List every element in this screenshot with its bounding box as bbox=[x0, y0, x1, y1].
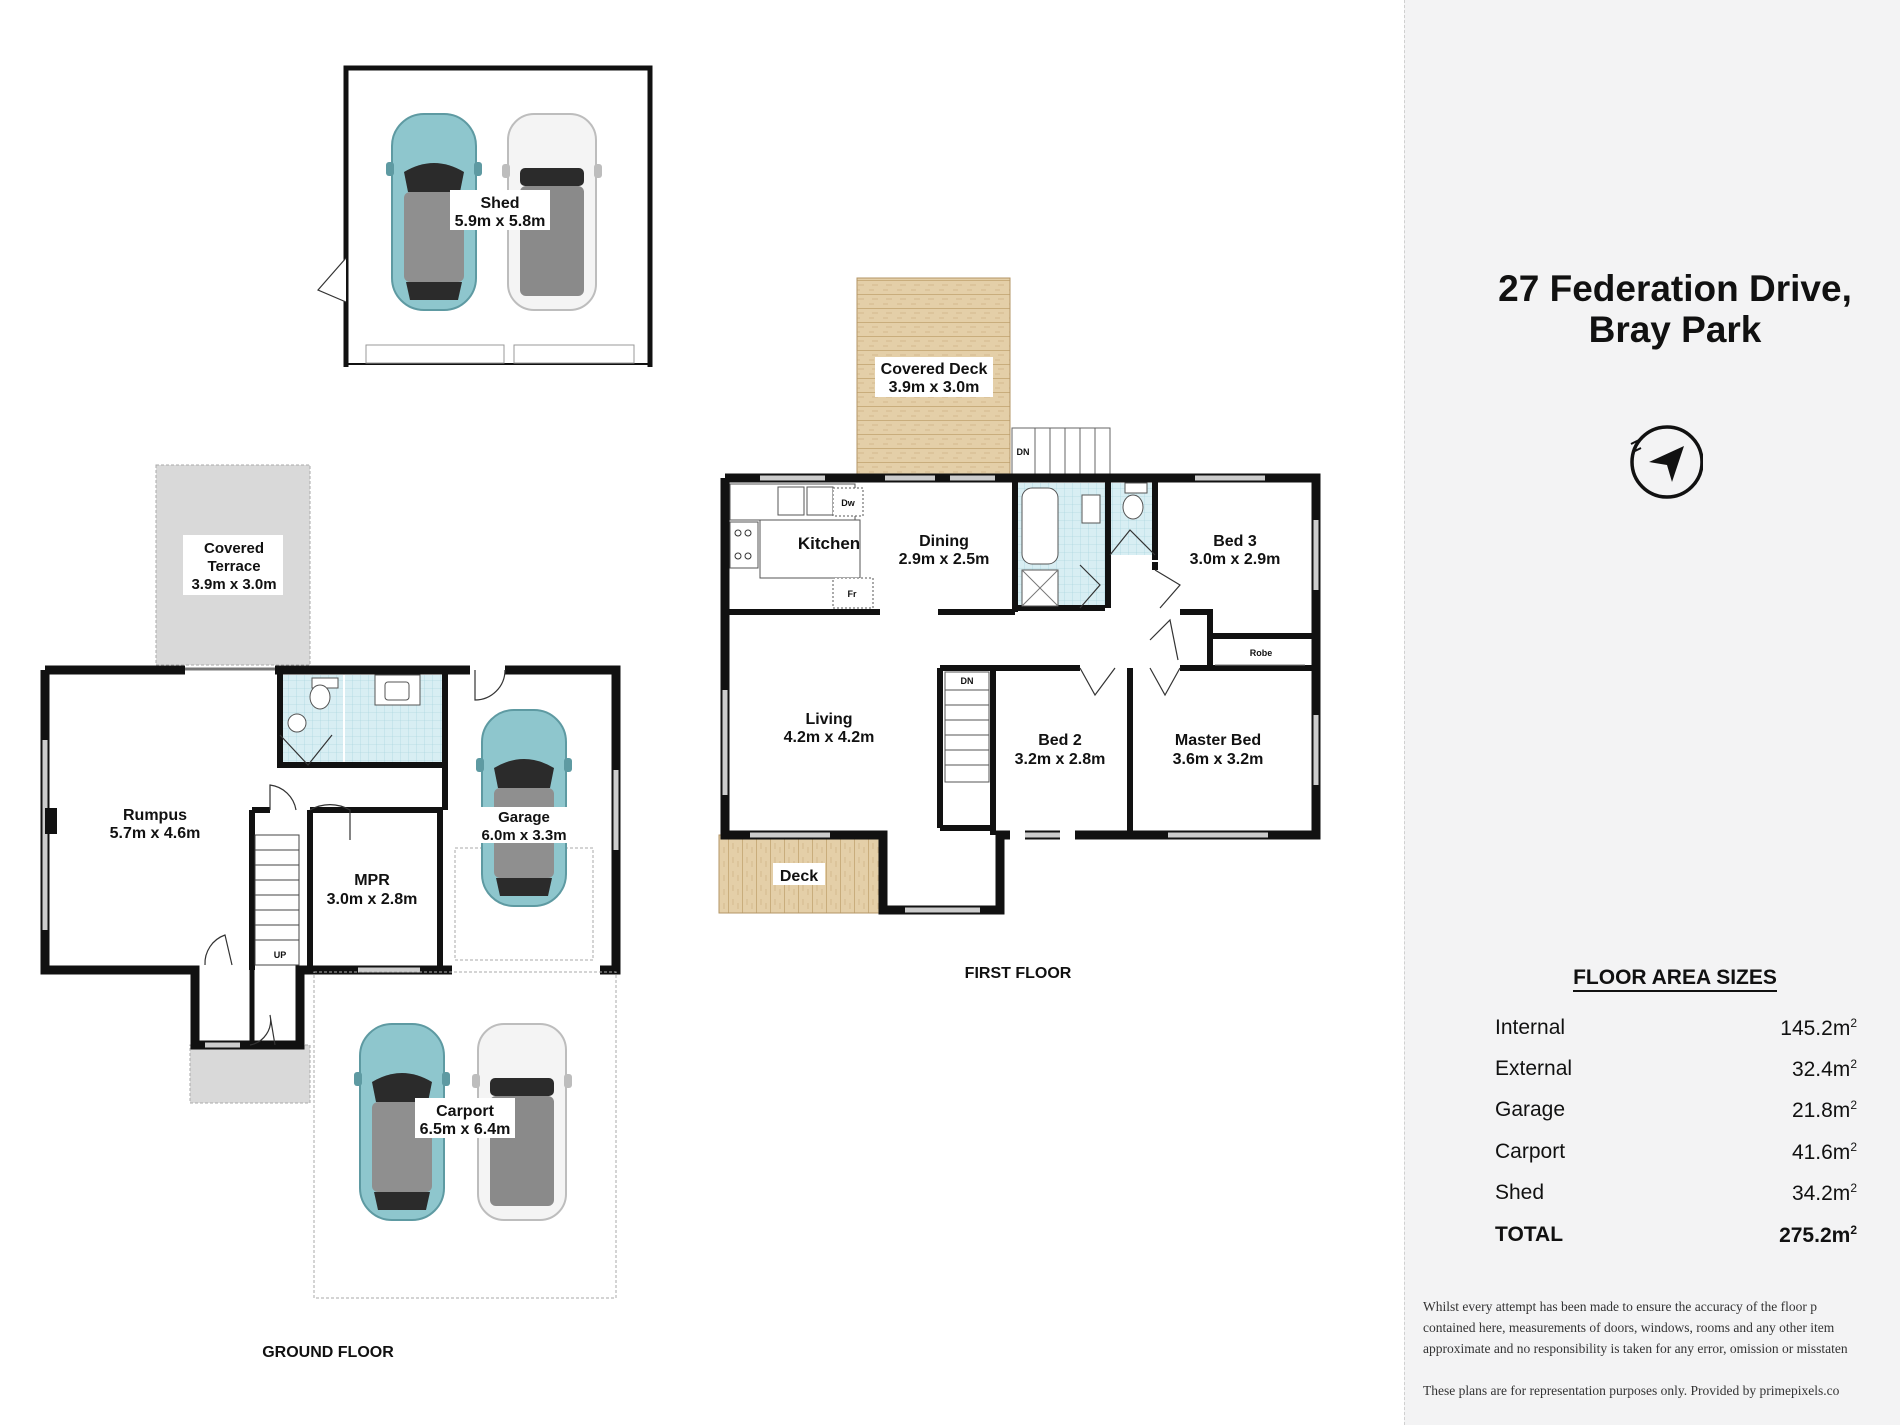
address-line-1: 27 Federation Drive, bbox=[1498, 268, 1852, 309]
area-label: Garage bbox=[1495, 1098, 1566, 1121]
stair-down-label-2: DN bbox=[960, 676, 974, 686]
area-row-internal bbox=[1495, 1013, 1857, 1043]
area-value: $275.2m^2$ bbox=[1779, 1222, 1857, 1247]
info-panel bbox=[1404, 0, 1900, 1425]
disclaimer-text: Whilst every attempt has been made to ensure the accuracy of the floor p contained here, measurements of doors, windows, rooms and any other item approximate and no responsibility is taken for any error, omission or misstaten bbox=[1423, 1299, 1848, 1356]
first-floor bbox=[719, 278, 1316, 982]
area-value: $32.4m^2$ bbox=[1791, 1056, 1857, 1081]
room-dims-dining: 2.9m x 2.5m bbox=[898, 551, 990, 568]
area-label: Internal bbox=[1495, 1016, 1566, 1039]
room-name-shed: Shed bbox=[480, 195, 520, 212]
room-dims-master-bed: 3.6m x 3.2m bbox=[1172, 751, 1264, 768]
floor-label-first: FIRST FLOOR bbox=[964, 965, 1072, 982]
room-name-kitchen: Kitchen bbox=[797, 534, 861, 553]
room-name-carport: Carport bbox=[436, 1103, 494, 1120]
room-dims-bed3: 3.0m x 2.9m bbox=[1189, 551, 1281, 568]
area-label: TOTAL bbox=[1495, 1223, 1564, 1246]
stair-up-label: UP bbox=[273, 950, 287, 960]
dishwasher-label: Dw bbox=[841, 498, 855, 508]
room-name-living: Living bbox=[805, 711, 853, 728]
area-row-external bbox=[1495, 1054, 1857, 1084]
area-row-total bbox=[1495, 1220, 1857, 1250]
shed-area bbox=[318, 68, 650, 367]
area-row-carport bbox=[1495, 1137, 1857, 1167]
area-value: $41.6m^2$ bbox=[1791, 1139, 1857, 1164]
property-address bbox=[1405, 268, 1900, 350]
room-dims-rumpus: 5.7m x 4.6m bbox=[109, 825, 201, 842]
room-name-deck: Deck bbox=[779, 868, 819, 885]
north-arrow-icon bbox=[1627, 424, 1703, 500]
area-value: $34.2m^2$ bbox=[1791, 1180, 1857, 1205]
room-name-bed2: Bed 2 bbox=[1038, 732, 1082, 749]
room-dims-mpr: 3.0m x 2.8m bbox=[326, 891, 418, 908]
area-row-shed bbox=[1495, 1178, 1857, 1208]
room-name-covered-terrace-2: Terrace bbox=[207, 558, 261, 575]
room-name-covered-terrace: Covered bbox=[203, 540, 265, 557]
room-dims-bed2: 3.2m x 2.8m bbox=[1014, 751, 1106, 768]
room-dims-covered-terrace: 3.9m x 3.0m bbox=[191, 576, 277, 593]
area-label: External bbox=[1495, 1057, 1573, 1080]
area-row-garage bbox=[1495, 1095, 1857, 1125]
fridge-label: Fr bbox=[847, 589, 857, 599]
floor-area-title: FLOOR AREA SIZES bbox=[1405, 966, 1900, 990]
area-label: Shed bbox=[1495, 1181, 1545, 1204]
room-name-dining: Dining bbox=[919, 533, 969, 550]
room-name-garage: Garage bbox=[498, 809, 550, 826]
room-dims-covered-deck: 3.9m x 3.0m bbox=[888, 379, 980, 396]
area-value: $145.2m^2$ bbox=[1780, 1015, 1857, 1040]
room-dims-shed: 5.9m x 5.8m bbox=[454, 213, 546, 230]
area-value: $21.8m^2$ bbox=[1791, 1097, 1857, 1122]
room-name-master-bed: Master Bed bbox=[1174, 732, 1262, 749]
room-name-rumpus: Rumpus bbox=[123, 807, 187, 824]
robe-label: Robe bbox=[1249, 648, 1273, 658]
address-line-2: Bray Park bbox=[1588, 309, 1762, 350]
stair-down-label: DN bbox=[1016, 447, 1030, 457]
room-dims-living: 4.2m x 4.2m bbox=[783, 729, 875, 746]
floor-label-ground: GROUND FLOOR bbox=[262, 1344, 394, 1361]
room-name-covered-deck: Covered Deck bbox=[880, 361, 988, 378]
room-name-bed3: Bed 3 bbox=[1213, 533, 1257, 550]
room-name-mpr: MPR bbox=[354, 872, 390, 889]
room-dims-carport: 6.5m x 6.4m bbox=[419, 1121, 511, 1138]
provided-by-text: These plans are for representation purposes only. Provided by primepixels.co bbox=[1423, 1383, 1840, 1398]
ground-floor bbox=[45, 465, 616, 1361]
area-label: Carport bbox=[1495, 1140, 1566, 1163]
room-dims-garage: 6.0m x 3.3m bbox=[481, 827, 567, 844]
